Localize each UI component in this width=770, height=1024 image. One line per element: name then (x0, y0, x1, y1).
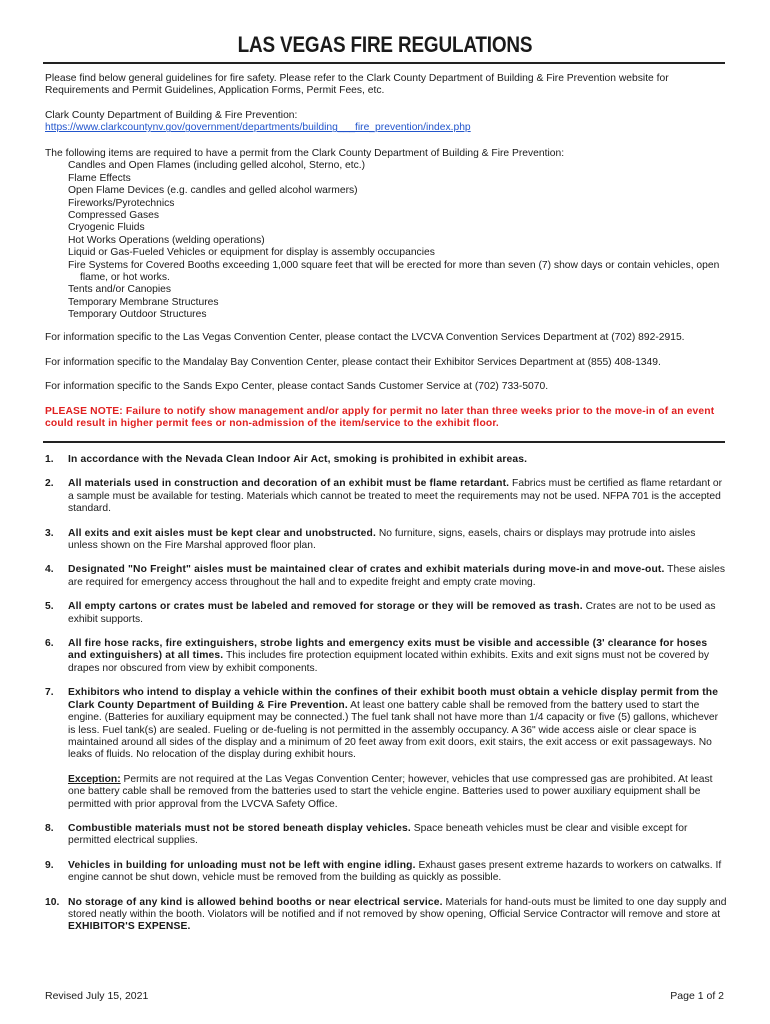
regulation-text: No furniture, signs, easels, chairs or displays may protrude into aisles unless shown on the Fire Marshal approved floor plan. (68, 527, 696, 552)
regulation-heading: Combustible materials must not be stored beneath display vehicles. (68, 822, 411, 834)
regulation-number: 2. (45, 478, 54, 490)
permit-deadline-note: PLEASE NOTE: Failure to notify show management and/or apply for permit no later than three weeks prior to the move-in of an event could result in higher permit fees or non-admission of the item/service to the exhibit floor. (45, 406, 715, 430)
regulation-heading: Designated "No Freight" aisles must be maintained clear of crates and exhibit materials during move-in and move-out. (68, 564, 665, 576)
regulation-number: 6. (45, 638, 54, 650)
regulation-text: This includes fire protection equipment located within exhibits. Exits and exit signs must not be covered by drapes nor obscured from view by exhibit components. (68, 650, 710, 674)
regulation-item (45, 478, 727, 515)
permit-list (45, 160, 727, 321)
regulation-item (45, 823, 727, 848)
page-number: Page 1 of 2 (670, 990, 724, 1002)
regulation-heading: All materials used in construction and decoration of an exhibit must be flame retardant. (68, 478, 510, 490)
regulation-item (45, 454, 727, 466)
page-title: LAS VEGAS FIRE REGULATIONS (237, 32, 533, 57)
regulation-item (45, 860, 727, 885)
revision-date: Revised July 15, 2021 (45, 990, 149, 1002)
regulation-heading: In accordance with the Nevada Clean Indoor Air Act, smoking is prohibited in exhibit areas. (68, 454, 528, 465)
regulation-text: Space beneath vehicles must be clear and visible except for permitted electrical supplies. (68, 822, 688, 847)
permit-item: Temporary Outdoor Structures (68, 309, 207, 321)
regulation-text: At least one battery cable shall be removed from the battery used to start the engine. (Batteries for auxiliary equipment may be connected.) The fuel tank shall not have more than 1/4 capacity or five (5) gallons, whichever is less. Fuel tank(s) are sealed. Fueling or de-fueling is not permitted in the assembly occupancy. A 36" wide access aisle or clear space is maintained around all sides of the display and a minimum of 20 feet away from exit doors, exit stairs, the exit access or exit passageways. No leaks of fluids. No relocation of the display during exhibit hours. (68, 699, 719, 761)
department-website-link[interactable]: https://www.clarkcountynv.gov/government/departments/building___fire_prevention/index.php (45, 122, 471, 134)
regulation-heading: Vehicles in building for unloading must not be left with engine idling. (68, 859, 416, 871)
permits-intro: The following items are required to have a permit from the Clark County Department of Building & Fire Prevention: (45, 148, 565, 159)
regulation-heading: All empty cartons or crates must be labeled and removed for storage or they will be removed as trash. (68, 601, 583, 613)
permit-item: Hot Works Operations (welding operations) (68, 234, 265, 246)
regulation-item (45, 564, 727, 589)
permits-section (45, 148, 727, 322)
department-label: Clark County Department of Building & Fire Prevention: (45, 110, 298, 121)
permit-item: Fireworks/Pyrotechnics (68, 197, 175, 209)
regulation-number: 4. (45, 564, 54, 576)
permit-item: Liquid or Gas-Fueled Vehicles or equipment for display is assembly occupancies (68, 247, 435, 259)
regulation-number: 1. (45, 454, 54, 465)
regulation-text: Crates are not to be used as exhibit supports. (68, 601, 716, 625)
regulation-text: These aisles are required for emergency access throughout the hall and to expedite freight and empty crate moving. (68, 564, 725, 588)
regulation-item (45, 601, 727, 626)
department-block (45, 110, 727, 135)
contact-mandalay-bay: For information specific to the Mandalay Bay Convention Center, please contact their Exhibitor Services Department at (855) 408-1349. (45, 357, 661, 368)
regulation-number: 10. (45, 896, 60, 908)
expense-emphasis: EXHIBITOR'S EXPENSE. (68, 921, 191, 933)
title-divider (43, 62, 725, 64)
permit-item: Temporary Membrane Structures (68, 296, 219, 308)
regulation-number: 5. (45, 601, 54, 613)
regulation-heading: All fire hose racks, fire extinguishers, strobe lights and emergency exits must be visible and accessible (3' clearance for hoses and extinguishers) at all times. (68, 638, 708, 662)
permit-item: Candles and Open Flames (including gelled alcohol, Sterno, etc.) (68, 160, 366, 172)
regulation-item (45, 897, 727, 934)
regulation-number: 3. (45, 527, 54, 539)
regulation-item (45, 687, 727, 811)
regulation-text: Fabrics must be certified as flame retardant or a sample must be available for testing. Materials which cannot be treated to meet the requirements may not be used. NFPA 701 is the accepted standard. (68, 478, 723, 515)
regulation-number: 7. (45, 687, 54, 699)
permit-item: Compressed Gases (68, 210, 159, 222)
regulation-number: 9. (45, 859, 54, 871)
regulations-list (45, 454, 727, 946)
contact-sands-expo: For information specific to the Sands Expo Center, please contact Sands Customer Service at (702) 733-5070. (45, 381, 549, 392)
exception-text: Permits are not required at the Las Vegas Convention Center; however, vehicles that use compressed gas are prohibited. At least one battery cable shall be removed from the batteries used to start the vehicle engine. Batteries used to power auxiliary equipment shall be permitted with prior approval from the LVCVA Safety Office. (68, 773, 713, 810)
permit-item: Cryogenic Fluids (68, 222, 145, 234)
contact-lvcc: For information specific to the Las Vegas Convention Center, please contact the LVCVA Convention Services Department at (702) 892-2915. (45, 332, 685, 343)
permit-item: Fire Systems for Covered Booths exceeding 1,000 square feet that will be erected for more than seven (7) show days or contain vehicles, open flame, or hot works. (68, 259, 720, 284)
vehicle-exception (68, 774, 727, 811)
permit-item: Flame Effects (68, 172, 131, 184)
note-divider (43, 441, 725, 443)
regulation-heading: All exits and exit aisles must be kept clear and unobstructed. (68, 527, 376, 539)
regulation-item (45, 528, 727, 553)
regulation-heading: No storage of any kind is allowed behind booths or near electrical service. (68, 896, 443, 908)
intro-paragraph: Please find below general guidelines for fire safety. Please refer to the Clark County Department of Building & Fire Prevention website for Requirements and Permit Guidelines, Application Forms, Permit Fees, etc. (45, 73, 669, 97)
regulation-heading: Exhibitors who intend to display a vehicle within the confines of their exhibit booth must obtain a vehicle display permit from the Clark County Department of Building & Fire Prevention. (68, 687, 719, 711)
permit-item: Tents and/or Canopies (68, 284, 172, 296)
regulation-text: Materials for hand-outs must be limited to one day supply and stored neatly within the booth. Violators will be notified and if not removed by show opening, Official Service Contractor will remove and store at (68, 896, 727, 920)
regulation-text: Exhaust gases present extreme hazards to workers on catwalks. If engine cannot be shut down, vehicle must be removed from the building as quickly as possible. (68, 859, 722, 884)
permit-item: Open Flame Devices (e.g. candles and gelled alcohol warmers) (68, 185, 358, 197)
exception-label: Exception: (68, 773, 121, 785)
regulation-number: 8. (45, 822, 54, 834)
regulation-item (45, 638, 727, 675)
